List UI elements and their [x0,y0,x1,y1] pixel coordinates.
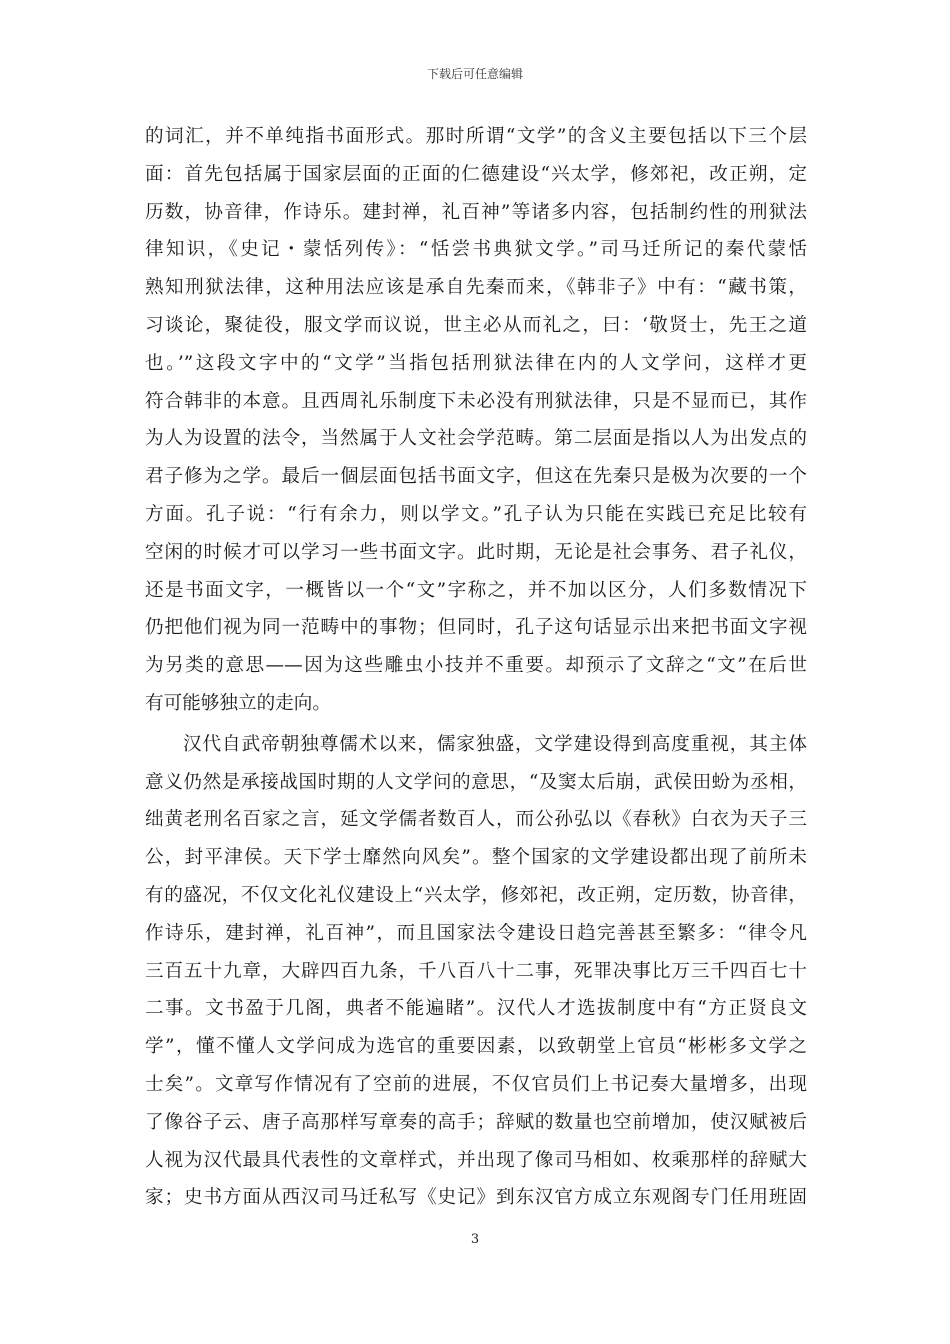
text-line: 了像谷子云、唐子高那样写章奏的高手；辞赋的数量也空前增加，使汉赋被后 [145,1111,807,1133]
paragraph-2 [145,726,807,1217]
text-line: 君子修为之学。最后一個层面包括书面文字，但这在先秦只是极为次要的一个 [145,466,807,488]
text-line: 家；史书方面从西汉司马迁私写《史记》到东汉官方成立东观阁专门任用班固 [145,1187,807,1209]
text-line: 面：首先包括属于国家层面的正面的仁德建设“兴太学，修郊祀，改正朔，定 [145,163,807,185]
text-line: 公，封平津侯。天下学士靡然向风矣”。整个国家的文学建设都出现了前所未 [145,847,807,869]
text-line: 为人为设置的法令，当然属于人文社会学范畴。第二层面是指以人为出发点的 [145,428,807,450]
text-line: 方面。孔子说：“行有余力，则以学文。”孔子认为只能在实践已充足比较有 [145,503,807,525]
text-line: 士矣”。文章写作情况有了空前的进展，不仅官员们上书记奏大量增多，出现 [145,1073,807,1095]
page-header: 下载后可任意编辑 [426,67,523,81]
text-line: 空闲的时候才可以学习一些书面文字。此时期，无论是社会事务、君子礼仪， [145,541,807,563]
text-line: 学”，懂不懂人文学问成为选官的重要因素，以致朝堂上官员“彬彬多文学之 [145,1036,807,1058]
text-line: 律知识，《史记・蒙恬列传》：“恬尝书典狱文学。”司马迁所记的秦代蒙恬 [145,239,807,261]
text-line: 人视为汉代最具代表性的文章样式，并出现了像司马相如、枚乘那样的辞赋大 [145,1149,807,1171]
text-line: 仍把他们视为同一范畴中的事物；但同时，孔子这句话显示出来把书面文字视 [145,617,807,639]
text-line: 的词汇，并不单纯指书面形式。那时所谓“文学”的含义主要包括以下三个层 [145,126,807,147]
text-line: 汉代自武帝朝独尊儒术以来，儒家独盛，文学建设得到高度重视，其主体 [183,733,807,755]
text-line: 作诗乐，建封禅，礼百神”，而且国家法令建设日趋完善甚至繁多：“律令凡 [145,922,807,944]
text-line: 习谈论，聚徒役，服文学而议说，世主必从而礼之，曰：‘敬贤士，先王之道 [145,314,807,336]
text-line: 符合韩非的本意。且西周礼乐制度下未必没有刑狱法律，只是不显而已，其作 [145,390,807,412]
body-text [145,118,807,1217]
text-line: 还是书面文字，一概皆以一个“文”字称之，并不加以区分，人们多数情况下 [145,579,807,601]
text-line: 有可能够独立的走向。 [145,692,331,714]
text-line: 绌黄老刑名百家之言，延文学儒者数百人，而公孙弘以《春秋》白衣为天子三 [145,809,807,831]
text-line: 二事。文书盈于几阁，典者不能遍睹”。汉代人才选拔制度中有“方正贤良文 [145,998,807,1020]
text-line: 熟知刑狱法律，这种用法应该是承自先秦而来，《韩非子》中有：“藏书策， [145,277,807,299]
text-line: 历数，协音律，作诗乐。建封禅，礼百神”等诸多内容，包括制约性的刑狱法 [145,201,807,223]
paragraph-1 [145,118,807,723]
text-line: 三百五十九章，大辟四百九条，千八百八十二事，死罪决事比万三千四百七十 [145,960,807,982]
text-line: 也。’”这段文字中的“文学”当指包括刑狱法律在内的人文学问，这样才更 [145,352,807,374]
text-line: 为另类的意思——因为这些雕虫小技并不重要。却预示了文辞之“文”在后世 [145,655,807,677]
text-line: 有的盛况，不仅文化礼仪建设上“兴太学，修郊祀，改正朔，定历数，协音律， [145,884,807,906]
text-line: 意义仍然是承接战国时期的人文学问的意思，“及窦太后崩，武侯田蚡为丞相， [145,771,807,793]
page-number: 3 [470,1232,480,1247]
